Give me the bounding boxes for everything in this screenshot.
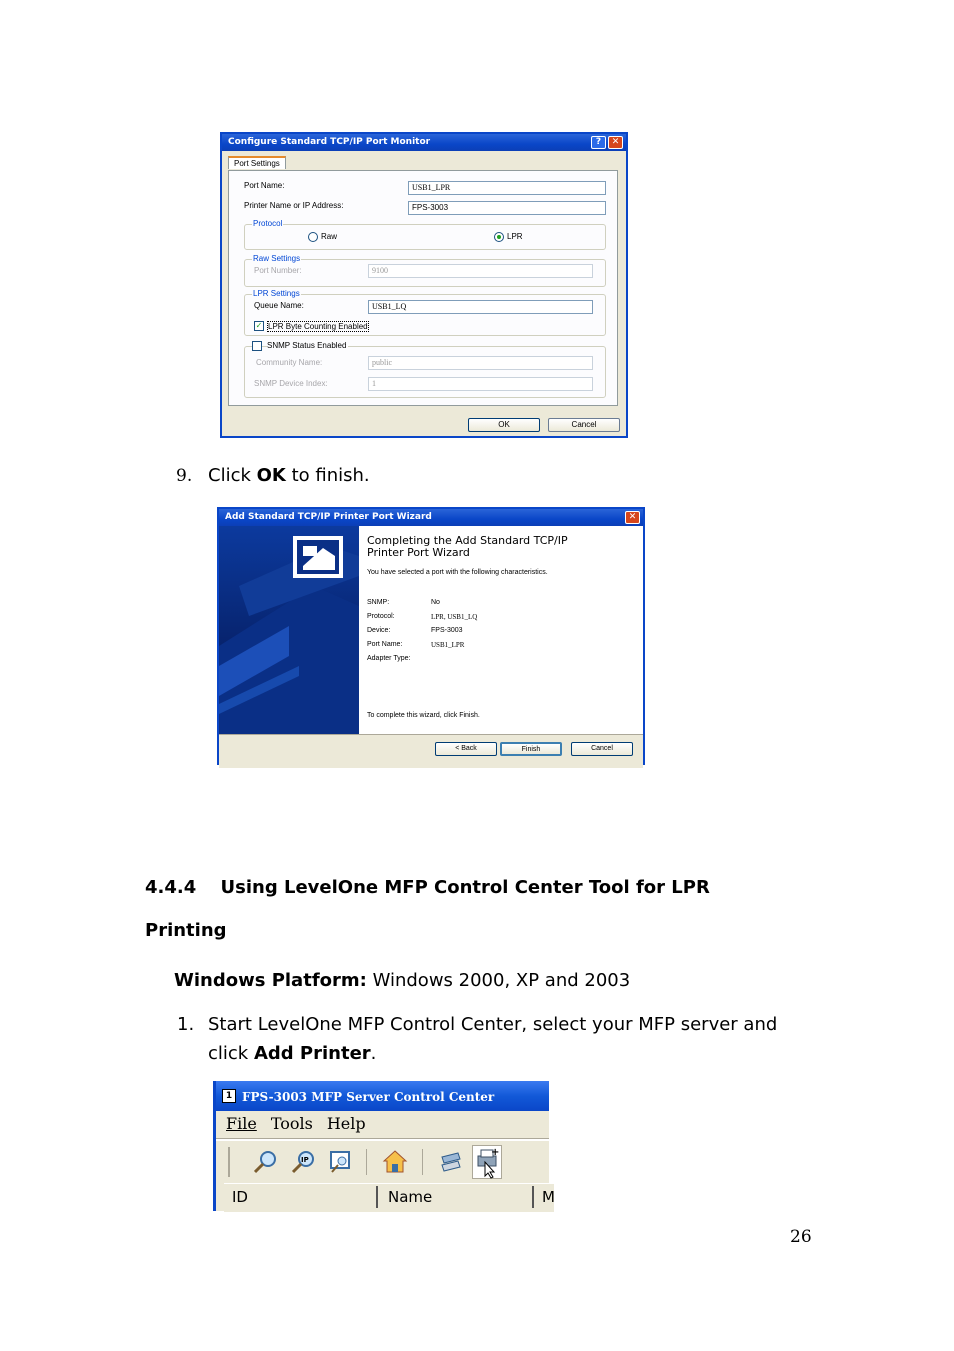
svg-text:+: + [491, 1147, 500, 1158]
summary-row-adapter [367, 655, 627, 669]
raw-label: Raw [321, 232, 338, 241]
wizard-summary [367, 599, 627, 669]
app-title: FPS-3003 MFP Server Control Center [242, 1090, 495, 1104]
column-id[interactable]: ID [232, 1188, 248, 1206]
browse-icon[interactable] [328, 1149, 354, 1175]
summary-label: Adapter Type: [367, 655, 411, 662]
page-number: 26 [790, 1227, 812, 1247]
section-number: 4.4.4 [145, 877, 197, 898]
summary-row-protocol [367, 613, 627, 627]
menu-file[interactable]: File [226, 1114, 257, 1133]
step-1-line1: Start LevelOne MFP Control Center, select your MFP server and [208, 1014, 778, 1035]
port-number-label: Port Number: [254, 266, 302, 275]
summary-row-snmp [367, 599, 627, 613]
summary-row-device [367, 627, 627, 641]
toolbar-separator [366, 1149, 367, 1175]
port-number-field: 9100 [368, 264, 593, 278]
section-title-line1: Using LevelOne MFP Control Center Tool for LPR [220, 877, 710, 898]
add-printer-button[interactable] [472, 1145, 502, 1179]
close-icon[interactable]: ✕ [608, 136, 623, 149]
list-header [224, 1183, 554, 1212]
snmp-index-field: 1 [368, 377, 593, 391]
summary-value: USB1_LPR [431, 641, 465, 649]
menu-bar [226, 1114, 366, 1133]
step-9-text [208, 465, 370, 486]
control-center-window [213, 1081, 555, 1211]
ok-button[interactable]: OK [468, 418, 540, 432]
snmp-status-checkbox[interactable] [252, 341, 262, 351]
search-icon[interactable] [252, 1149, 278, 1175]
lpr-byte-counting-checkbox[interactable]: ✓ [255, 321, 263, 330]
lpr-settings-label: LPR Settings [253, 289, 300, 298]
toolbar-grip [228, 1147, 230, 1177]
menu-divider [216, 1138, 549, 1141]
lpr-radio[interactable] [494, 232, 504, 242]
column-divider [532, 1186, 534, 1208]
wizard-dialog [217, 507, 645, 765]
summary-label: Device: [367, 627, 391, 634]
wizard-footer-text: To complete this wizard, click Finish. [367, 712, 480, 719]
column-divider [376, 1186, 378, 1208]
summary-value: FPS-3003 [431, 627, 463, 634]
menu-help[interactable]: Help [326, 1114, 366, 1133]
step-1-line2 [208, 1043, 376, 1064]
printer-name-label: Printer Name or IP Address: [244, 201, 344, 210]
community-name-field: public [368, 356, 593, 370]
platform-value: Windows 2000, XP and 2003 [366, 970, 631, 991]
wizard-heading: Completing the Add Standard TCP/IP Printer Port Wizard [367, 534, 568, 559]
step-9-number: 9. [176, 466, 193, 486]
cancel-button[interactable]: Cancel [571, 742, 633, 756]
toolbar [224, 1143, 544, 1181]
wizard-title: Add Standard TCP/IP Printer Port Wizard [219, 509, 643, 526]
dialog-title: Configure Standard TCP/IP Port Monitor [222, 134, 626, 151]
step-9-bold: OK [256, 465, 286, 486]
step-9-post: to finish. [285, 465, 370, 486]
protocol-group [244, 224, 606, 250]
column-name[interactable]: Name [388, 1188, 433, 1206]
wizard-intro: You have selected a port with the following characteristics. [367, 569, 548, 576]
raw-radio[interactable] [308, 232, 318, 242]
menu-tools[interactable]: Tools [270, 1114, 313, 1133]
connect-icon[interactable] [438, 1149, 464, 1175]
ip-search-icon[interactable] [290, 1149, 316, 1175]
wizard-side-panel [219, 526, 359, 734]
queue-name-label: Queue Name: [254, 301, 304, 310]
configure-port-dialog [220, 132, 628, 438]
printer-name-field[interactable]: FPS-3003 [408, 201, 606, 215]
platform-line [174, 970, 630, 991]
cancel-button[interactable]: Cancel [548, 418, 620, 432]
summary-label: SNMP: [367, 599, 390, 606]
summary-value: LPR, USB1_LQ [431, 613, 478, 621]
queue-name-field[interactable]: USB1_LQ [368, 300, 593, 314]
app-logo-icon: 1 [222, 1089, 236, 1103]
svg-text:IP: IP [301, 1156, 309, 1164]
add-printer-icon [473, 1146, 501, 1178]
column-m[interactable]: M [542, 1188, 555, 1206]
section-heading [145, 877, 710, 898]
summary-label: Protocol: [367, 613, 395, 620]
platform-label: Windows Platform: [174, 970, 367, 991]
raw-settings-label: Raw Settings [253, 254, 301, 263]
lpr-label: LPR [507, 232, 523, 241]
summary-label: Port Name: [367, 641, 403, 648]
summary-value: No [431, 599, 440, 606]
step-9-pre: Click [208, 465, 257, 486]
step-1-number: 1. [177, 1014, 195, 1035]
summary-row-port-name [367, 641, 627, 655]
close-icon[interactable]: ✕ [625, 511, 640, 524]
help-icon[interactable]: ? [591, 136, 606, 149]
port-name-label: Port Name: [244, 181, 285, 190]
step-1-post: . [370, 1043, 377, 1064]
step-1-pre: click [208, 1043, 254, 1064]
step-1-bold: Add Printer [253, 1043, 371, 1064]
printer-illustration [219, 526, 359, 734]
snmp-index-label: SNMP Device Index: [254, 379, 328, 388]
port-name-field[interactable]: USB1_LPR [408, 181, 606, 195]
back-button[interactable]: < Back [435, 742, 497, 756]
finish-button[interactable]: Finish [500, 742, 562, 756]
snmp-status-label: SNMP Status Enabled [267, 341, 347, 350]
protocol-group-label: Protocol [253, 219, 283, 228]
community-name-label: Community Name: [256, 358, 323, 367]
home-icon[interactable] [382, 1149, 408, 1175]
toolbar-separator [422, 1149, 423, 1175]
lpr-byte-counting-label: LPR Byte Counting Enabled [268, 322, 368, 331]
tab-port-settings[interactable]: Port Settings [228, 156, 286, 169]
section-title-line2: Printing [145, 920, 227, 941]
